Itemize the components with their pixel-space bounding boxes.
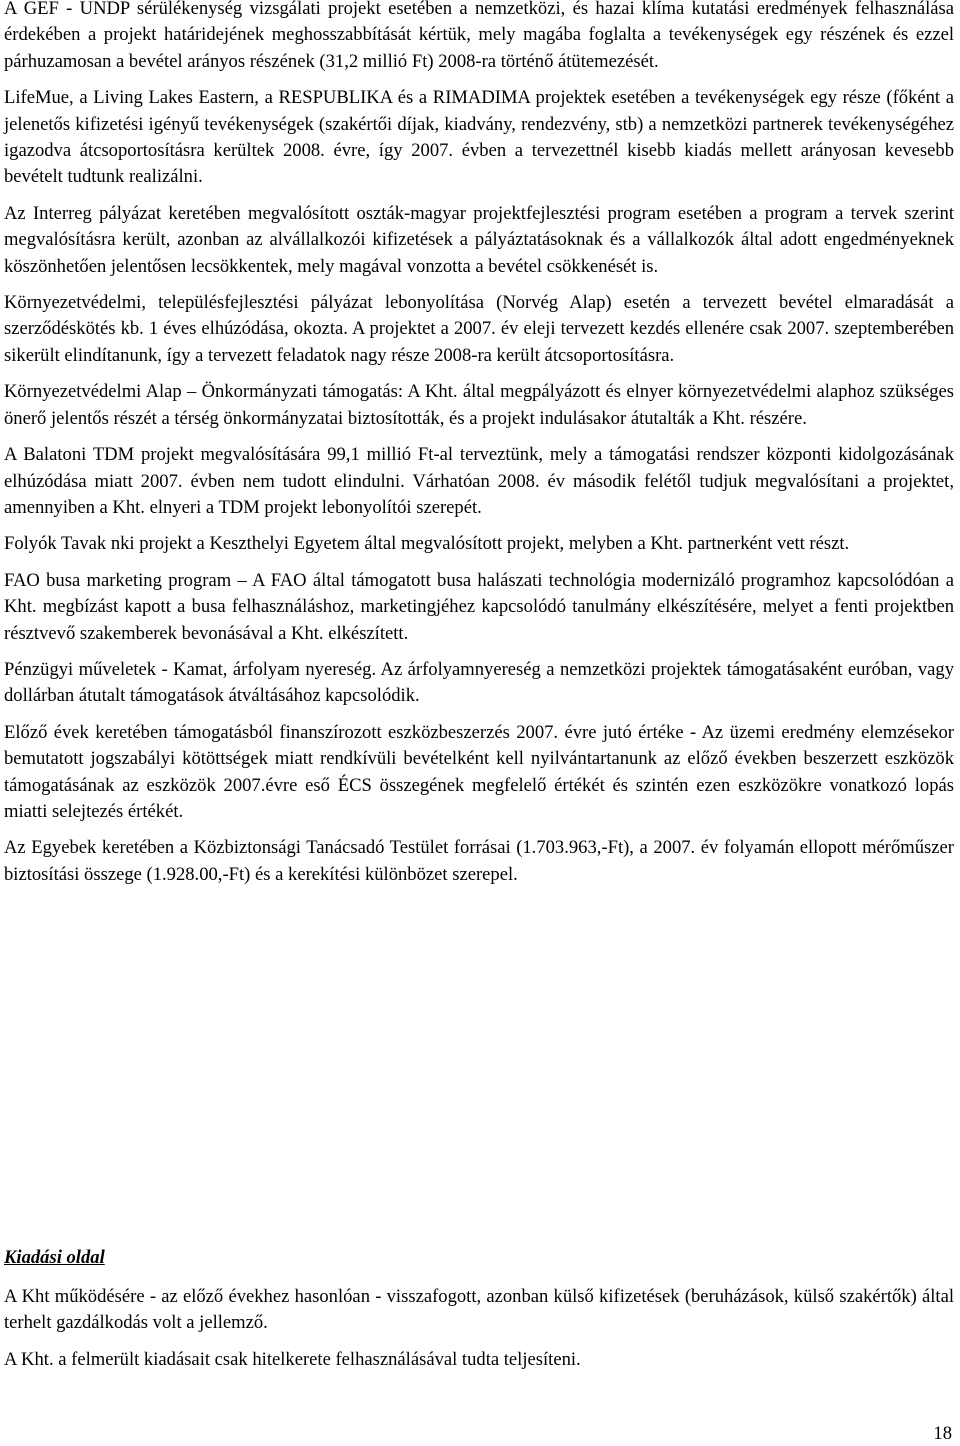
- paragraph-penzugyi-muveletek: Pénzügyi műveletek - Kamat, árfolyam nyereség. Az árfolyamnyereség a nemzetközi projektek támogatásaként euróban, vagy dollárban átutalt támogatások átváltásához kapcsolódik.: [4, 658, 954, 707]
- paragraph-kht-mukodese: A Kht működésére - az előző évekhez hasonlóan - visszafogott, azonban külső kifizetések (beruházások, külső szakértők) által terhelt gazdálkodás volt a jellemző.: [4, 1286, 954, 1334]
- paragraph-gef-undp: A GEF - UNDP sérülékenység vizsgálati projekt esetében a nemzetközi, és hazai klíma kutatási eredmények felhasználása érdekében a projekt határidejének meghosszabbítását kértük, mely magába foglalta a tevékenységek egy részének és ezzel párhuzamosan a bevétel arányos részének (31,2 millió Ft) 2008-ra történő átütemezését.: [4, 0, 954, 72]
- paragraph-lifemue: LifeMue, a Living Lakes Eastern, a RESPUBLIKA és a RIMADIMA projektek esetében a tevékenységek egy része (főként a jelenetős kifizetési igényű tevékenységek (szakértői díjak, kiadvány, rendezvény, stb) a nemzetközi partnerek tevékenységéhez igazodva átcsoportosításra kerültek 2008. évre, így 2007. évben a tervezettnél kisebb kiadás mellett arányosan kevesebb bevételt tudtunk realizálni.: [4, 87, 954, 188]
- paragraph-folyok-tavak: Folyók Tavak nki projekt a Keszthelyi Egyetem által megvalósított projekt, melyben a Kht. partnerként vett részt.: [4, 533, 850, 555]
- paragraph-eszkozbeszerzes: Előző évek keretében támogatásból finanszírozott eszközbeszerzés 2007. évre jutó értéke - Az üzemi eredmény elemzésekor bemutatott jogszabályi kötöttségek miatt rendkívüli bevételként kell nyilvántartanunk az előző években beszerzett eszközök támogatásának az eszközök 2007.évre eső ÉCS összegének megfelelő értékét és szintén ezen eszközökre vonatkozó lopás miatti selejtezés értékét.: [4, 721, 954, 822]
- paragraph-fao-busa: FAO busa marketing program – A FAO által támogatott busa halászati technológia modernizáló programhoz kapcsolódóan a Kht. megbízást kapott a busa felhasználáshoz, marketingjéhez kapcsolódó tanulmány elkészítésére, melyet a fenti projektben résztvevő szakemberek bevonásával a Kht. elkészített.: [4, 569, 954, 644]
- paragraph-kornyezetvedelmi-alap: Környezetvédelmi Alap – Önkormányzati támogatás: A Kht. által megpályázott és elnyer környezetvédelmi alaphoz szükséges önerő jelentős részét a térség önkormányzatai biztosították, és a projekt indulásakor átutalták a Kht. részére.: [4, 381, 954, 429]
- paragraph-egyebek: Az Egyebek keretében a Közbiztonsági Tanácsadó Testület forrásai (1.703.963,-Ft), a 2007. év folyamán ellopott mérőműszer biztosítási összege (1.928.00,-Ft) és a kerekítési különbözet szerepel.: [4, 837, 954, 885]
- paragraph-balatoni-tdm: A Balatoni TDM projekt megvalósítására 99,1 millió Ft-al terveztünk, mely a támogatási rendszer központi kidolgozásának elhúzódása miatt 2007. évben nem tudott elindulni. Várhatóan 2008. év második felétől tudjuk megvalósítani a projektet, amennyiben a Kht. elnyeri a TDM projekt lebonyolítói szerepét.: [4, 444, 954, 518]
- paragraph-kht-kiadasai: A Kht. a felmerült kiadásait csak hitelkerete felhasználásával tudta teljesíteni.: [4, 1348, 581, 1370]
- section-heading-kiadasi-oldal: Kiadási oldal: [4, 1247, 105, 1268]
- paragraph-norveg-alap: Környezetvédelmi, településfejlesztési pályázat lebonyolítása (Norvég Alap) esetén a tervezett bevétel elmaradását a szerződéskötés kb. 1 éves elhúzódása, okozta. A projektet a 2007. év eleji tervezett kezdés ellenére csak 2007. szeptemberében sikerült elindítanunk, így a tervezett feladatok nagy része 2008-ra került átcsoportosításra.: [4, 292, 954, 366]
- section-body: [4, 1284, 954, 1373]
- page-number: 18: [933, 1423, 952, 1444]
- paragraph-interreg: Az Interreg pályázat keretében megvalósított oszták-magyar projektfejlesztési program esetében a program a tervek szerint megvalósításra került, azonban az alvállalkozói kifizetések a pályáztatásoknak és a vállalkozók által adott engedményeknek köszönhetően jelentősen lecsökkentek, mely magával vonzotta a bevétel csökkenését is.: [4, 202, 954, 277]
